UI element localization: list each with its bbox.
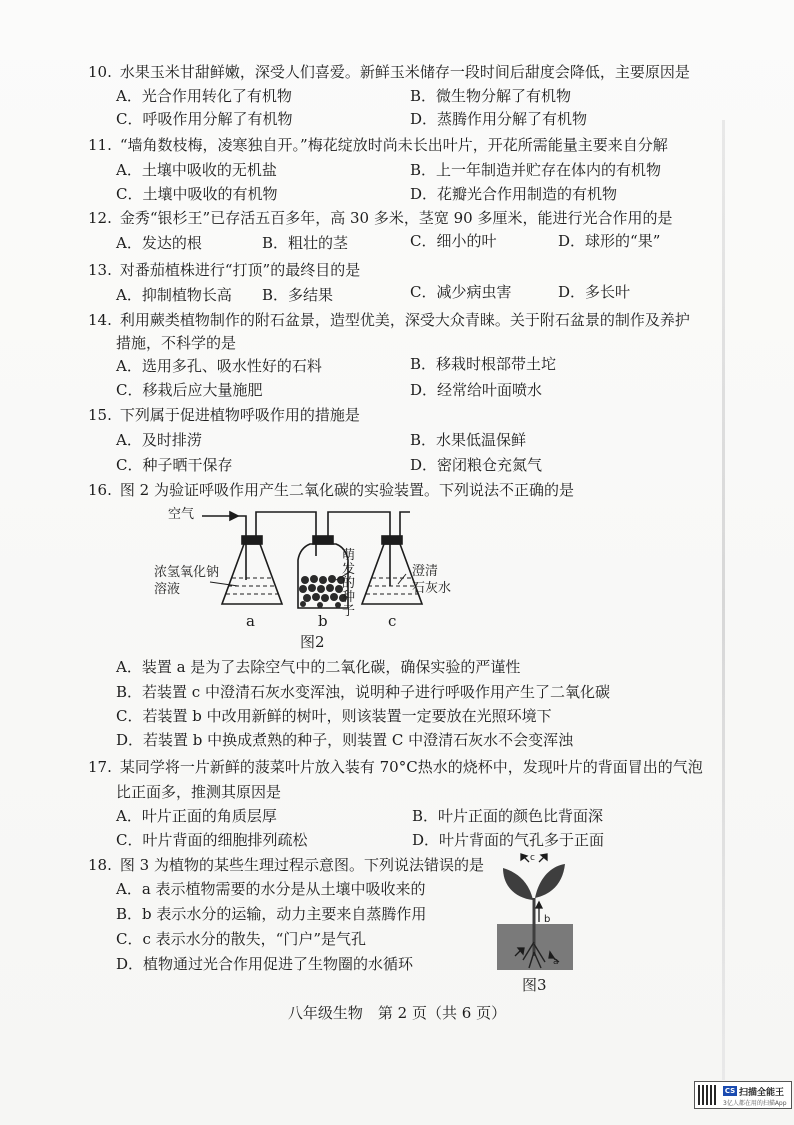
scanner-watermark xyxy=(694,1081,792,1109)
option-a: A．a 表示植物需要的水分是从土壤中吸收来的 xyxy=(116,880,426,898)
label-lime-line2: 石灰水 xyxy=(412,581,452,596)
label-seed-5: 子 xyxy=(342,604,356,619)
figure-2-caption: 图2 xyxy=(300,633,325,651)
label-a: a xyxy=(246,612,255,630)
option-d: D．蒸腾作用分解了有机物 xyxy=(410,110,588,128)
question-stem: 利用蕨类植物制作的附石盆景，造型优美，深受大众青睐。关于附石盆景的制作及养护 xyxy=(119,311,690,329)
question-stem: 图 3 为植物的某些生理过程示意图。下列说法错误的是 xyxy=(119,856,484,874)
label-naoh-line2: 溶液 xyxy=(154,582,181,597)
option-d: D．多长叶 xyxy=(558,283,631,301)
option-c: C．呼吸作用分解了有机物 xyxy=(116,110,293,128)
question-18 xyxy=(88,855,484,875)
question-stem: 水果玉米甘甜鲜嫩，深受人们喜爱。新鲜玉米储存一段时间后甜度会降低，主要原因是 xyxy=(119,63,690,81)
option-a: A．及时排涝 xyxy=(116,431,202,449)
label-a: a xyxy=(553,957,559,967)
question-17-stem-line2: 比正面多，推测其原因是 xyxy=(116,783,282,801)
qr-code-icon xyxy=(698,1085,718,1105)
question-14-stem-line2: 措施，不科学的是 xyxy=(116,334,237,352)
air-arrow-head xyxy=(230,512,238,520)
label-air: 空气 xyxy=(168,507,195,522)
option-c: C．土壤中吸收的有机物 xyxy=(116,185,278,203)
label-seed-4: 种 xyxy=(342,590,356,605)
pipe-a-b xyxy=(256,512,316,556)
option-b: B．水果低温保鲜 xyxy=(410,431,527,449)
option-a: A．土壤中吸收的无机盐 xyxy=(116,161,277,179)
question-number: 12. xyxy=(88,209,112,227)
option-a: A．光合作用转化了有机物 xyxy=(116,87,292,105)
question-10 xyxy=(88,62,690,82)
question-number: 16. xyxy=(88,481,112,499)
pipe-c-out xyxy=(400,512,410,536)
question-stem: 对番茄植株进行“打顶”的最终目的是 xyxy=(119,261,361,279)
figure-3-plant xyxy=(495,852,575,972)
question-11 xyxy=(88,135,668,155)
question-number: 11. xyxy=(88,136,112,154)
question-stem: 下列属于促进植物呼吸作用的措施是 xyxy=(119,406,360,424)
question-15 xyxy=(88,405,360,425)
option-a: A．抑制植物长高 xyxy=(116,286,232,304)
scan-fold-shadow xyxy=(722,120,725,1080)
question-17 xyxy=(88,757,703,777)
option-b: B．多结果 xyxy=(262,286,334,304)
label-b: b xyxy=(544,914,551,925)
question-stem: “墙角数枝梅，凌寒独自开。”梅花绽放时尚未长出叶片，开花所需能量主要来自分解 xyxy=(119,136,668,154)
option-a: A．发达的根 xyxy=(116,234,202,252)
label-c: c xyxy=(388,612,397,630)
label-lime-line1: 澄清 xyxy=(412,564,439,579)
option-c: C．c 表示水分的散失，“门户”是气孔 xyxy=(116,930,366,948)
question-14 xyxy=(88,310,690,330)
flask-a xyxy=(222,544,282,604)
scanner-title: 扫描全能王 xyxy=(739,1088,785,1098)
option-b: B．移栽时根部带土坨 xyxy=(410,355,557,373)
option-c: C．移栽后应大量施肥 xyxy=(116,381,263,399)
question-number: 18. xyxy=(88,856,112,874)
option-c: C．若装置 b 中改用新鲜的树叶，则该装置一定要放在光照环境下 xyxy=(116,707,552,725)
label-b: b xyxy=(318,612,328,630)
question-number: 13. xyxy=(88,261,112,279)
option-d: D．密闭粮仓充氮气 xyxy=(410,456,543,474)
stopper-a xyxy=(242,536,262,544)
question-number: 15. xyxy=(88,406,112,424)
option-b: B．粗壮的茎 xyxy=(262,234,349,252)
option-c: C．种子晒干保存 xyxy=(116,456,233,474)
stopper-c xyxy=(382,536,402,544)
question-number: 17. xyxy=(88,758,112,776)
question-13 xyxy=(88,260,360,280)
pipe-b-c xyxy=(328,512,390,586)
option-b: B．微生物分解了有机物 xyxy=(410,87,572,105)
label-seed-3: 的 xyxy=(342,576,356,591)
figure-3-caption: 图3 xyxy=(522,976,547,994)
page-footer: 八年级生物 第 2 页（共 6 页） xyxy=(287,1004,507,1022)
option-d: D．若装置 b 中换成煮熟的种子，则装置 C 中澄清石灰水不会变浑浊 xyxy=(116,731,574,749)
option-d: D．植物通过光合作用促进了生物圈的水循环 xyxy=(116,955,414,973)
label-seed-2: 发 xyxy=(342,562,356,577)
option-d: D．球形的“果” xyxy=(558,232,661,250)
seeds xyxy=(299,575,347,608)
question-12 xyxy=(88,208,672,228)
option-d: D．经常给叶面喷水 xyxy=(410,381,543,399)
option-b: B．若装置 c 中澄清石灰水变浑浊，说明种子进行呼吸作用产生了二氧化碳 xyxy=(116,683,610,701)
option-a: A．叶片正面的角质层厚 xyxy=(116,807,277,825)
scanner-subtitle: 3亿人都在用的扫描App xyxy=(723,1100,787,1107)
option-c: C．减少病虫害 xyxy=(410,283,512,301)
label-seed-1: 萌 xyxy=(342,548,356,563)
label-c: c xyxy=(530,853,535,863)
question-stem: 图 2 为验证呼吸作用产生二氧化碳的实验装置。下列说法不正确的是 xyxy=(119,481,574,499)
option-d: D．叶片背面的气孔多于正面 xyxy=(412,831,605,849)
label-naoh-line1: 浓氢氧化钠 xyxy=(154,565,220,580)
option-a: A．装置 a 是为了去除空气中的二氧化碳，确保实验的严谨性 xyxy=(116,658,521,676)
scanner-logo: CS xyxy=(724,1087,736,1095)
question-stem: 金秀“银杉王”已存活五百多年，高 30 多米，茎宽 90 多厘米，能进行光合作用的是 xyxy=(119,209,673,227)
option-b: B．b 表示水分的运输，动力主要来自蒸腾作用 xyxy=(116,905,427,923)
question-number: 10. xyxy=(88,63,112,81)
option-a: A．选用多孔、吸水性好的石料 xyxy=(116,357,322,375)
option-b: B．叶片正面的颜色比背面深 xyxy=(412,807,604,825)
option-c: C．叶片背面的细胞排列疏松 xyxy=(116,831,308,849)
question-16 xyxy=(88,480,574,500)
question-stem: 某同学将一片新鲜的菠菜叶片放入装有 70°C热水的烧杯中，发现叶片的背面冒出的气泡 xyxy=(119,758,703,776)
stopper-b xyxy=(313,536,333,544)
option-b: B．上一年制造并贮存在体内的有机物 xyxy=(410,161,662,179)
leaves xyxy=(503,864,565,900)
option-d: D．花瓣光合作用制造的有机物 xyxy=(410,185,618,203)
option-c: C．细小的叶 xyxy=(410,232,497,250)
question-number: 14. xyxy=(88,311,112,329)
